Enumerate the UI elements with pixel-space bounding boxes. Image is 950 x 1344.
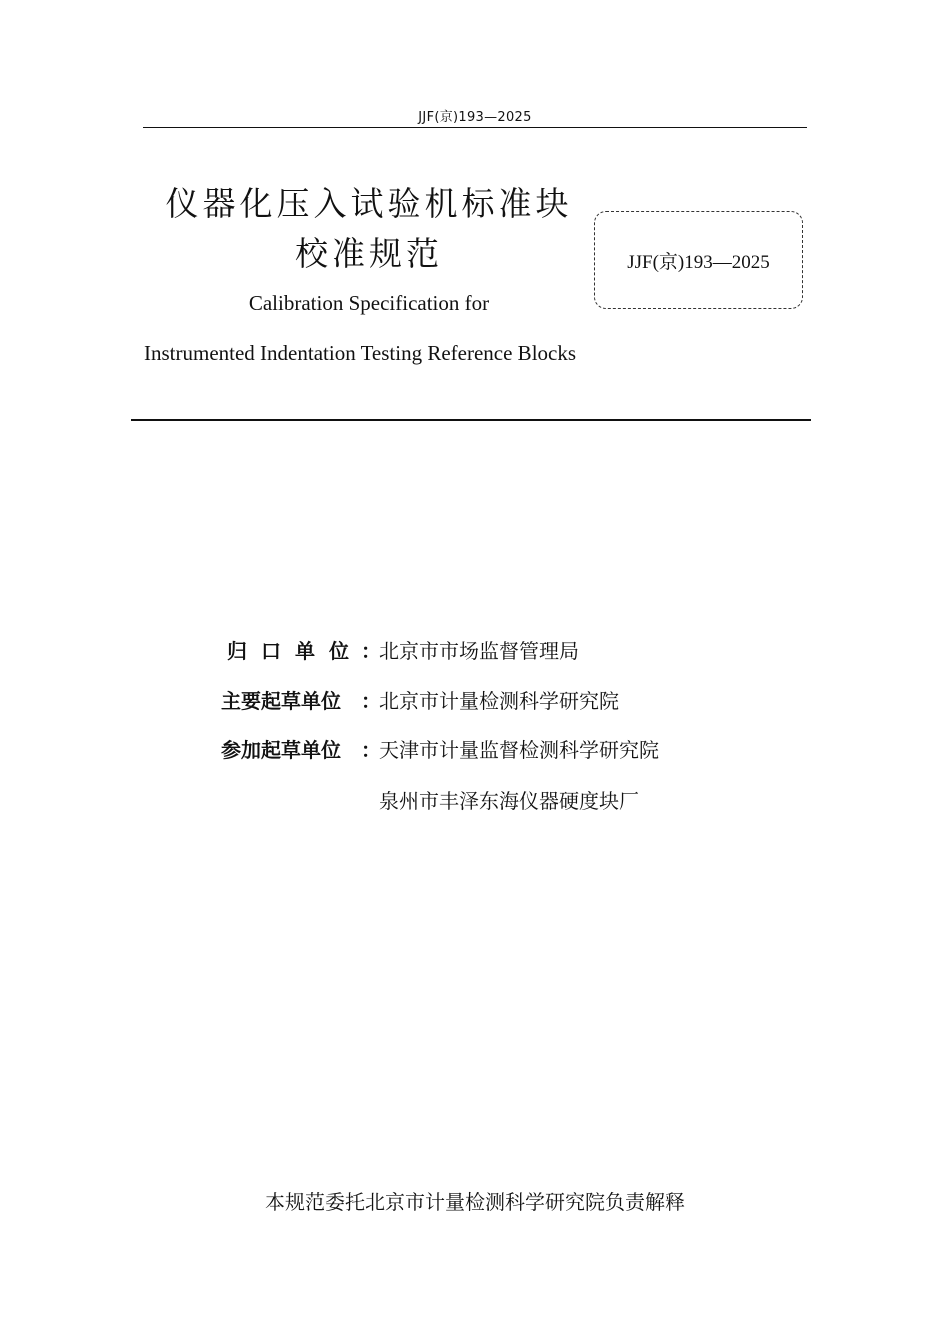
standard-code-box-text: JJF(京)193—2025 xyxy=(627,251,770,273)
org-value-centralized: 北京市市场监督管理局 xyxy=(379,639,579,663)
title-chinese-line-1: 仪器化压入试验机标准块 xyxy=(165,184,573,223)
org-label-main-drafting: 主要起草单位 xyxy=(221,689,341,713)
org-label-centralized: 归口单位 xyxy=(227,639,363,663)
org-colon: ： xyxy=(361,639,381,663)
header-divider xyxy=(143,127,807,128)
interpretation-note: 本规范委托北京市计量检测科学研究院负责解释 xyxy=(265,1190,685,1214)
title-divider xyxy=(131,419,811,421)
title-english-line-2: Instrumented Indentation Testing Reference Blocks xyxy=(144,341,577,365)
org-value-participating-2: 泉州市丰泽东海仪器硬度块厂 xyxy=(379,789,639,813)
org-colon: ： xyxy=(361,738,381,762)
org-value-participating-1: 天津市计量监督检测科学研究院 xyxy=(379,738,659,762)
standard-code-box xyxy=(594,211,803,309)
org-label-participating: 参加起草单位 xyxy=(221,738,341,762)
org-value-main-drafting: 北京市计量检测科学研究院 xyxy=(379,689,619,713)
title-english-line-1: Calibration Specification for xyxy=(248,291,490,315)
title-chinese-line-2: 校准规范 xyxy=(295,234,443,273)
org-colon: ： xyxy=(361,689,381,713)
header-standard-code: JJF(京)193—2025 xyxy=(418,110,532,125)
